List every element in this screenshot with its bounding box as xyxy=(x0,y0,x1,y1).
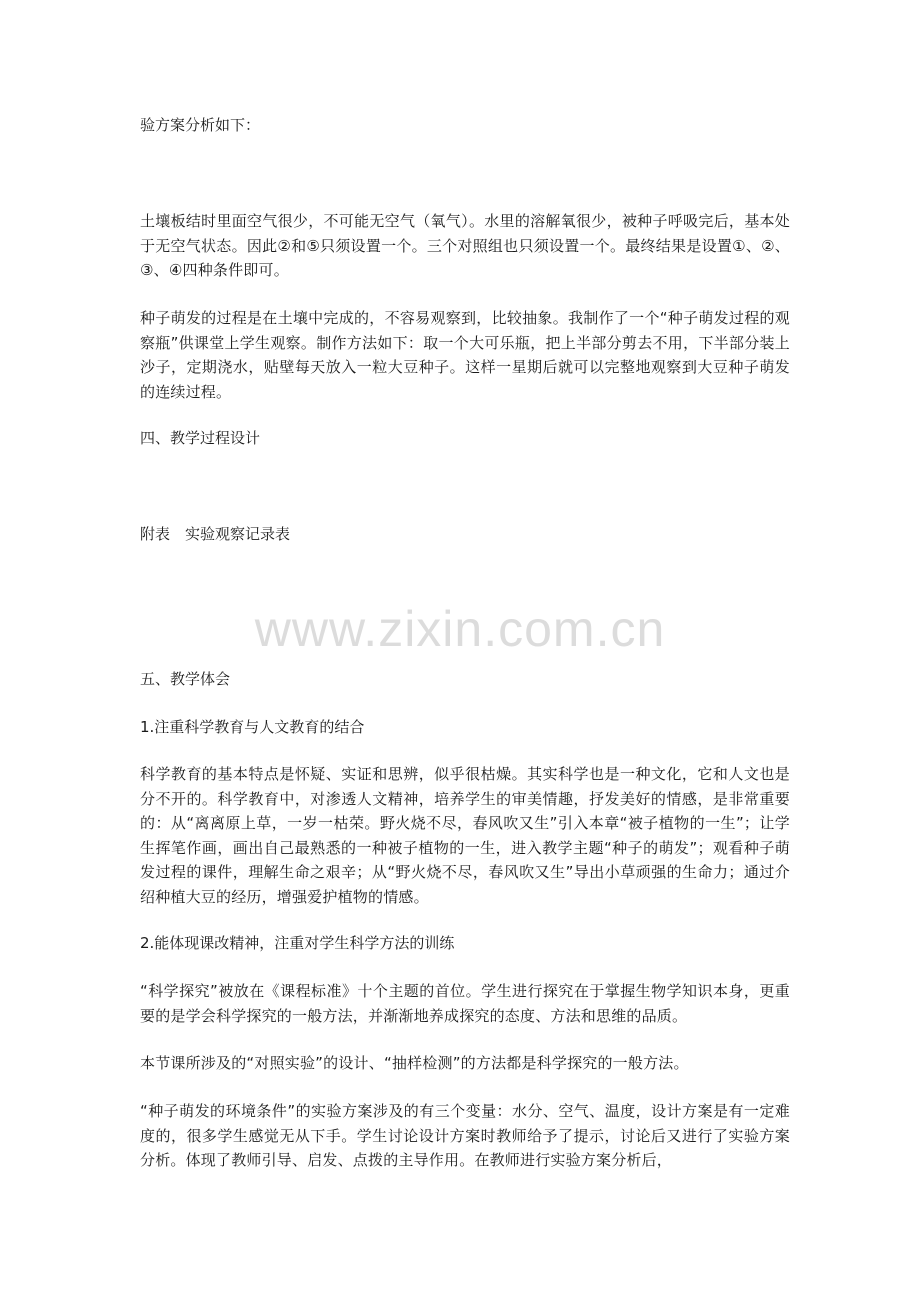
subheading-2: 2.能体现课改精神，注重对学生科学方法的训练 xyxy=(140,934,455,952)
paragraph-methods: 本节课所涉及的“对照实验”的设计、“抽样检测”的方法都是科学探究的一般方法。 xyxy=(140,1054,689,1072)
subheading-1: 1.注重科学教育与人文教育的结合 xyxy=(140,718,365,736)
section-heading-4: 四、教学过程设计 xyxy=(140,429,261,447)
paragraph-humanities: 科学教育的基本特点是怀疑、实证和思辨，似乎很枯燥。其实科学也是一种文化，它和人文也是分不开的。科学教育中，对渗透人文精神，培养学生的审美情趣，抒发美好的情感，是非常重要的：从“离离原上草，一岁一枯荣。野火烧不尽，春风吹又生”引入本章“被子植物的一生”；让学生挥笔作画，画出自己最熟悉的一种被子植物的一生，进入教学主题“种子的萌发”；观看种子萌发过程的课件，理解生命之艰辛；从“野火烧不尽，春风吹又生”导出小草顽强的生命力；通过介绍种植大豆的经历，增强爱护植物的情感。 xyxy=(140,765,790,906)
paragraph-soil-oxygen: 土壤板结时里面空气很少，不可能无空气（氧气）。水里的溶解氧很少，被种子呼吸完后，基本处于无空气状态。因此②和⑤只须设置一个。三个对照组也只须设置一个。最终结果是设置①、②、③、④四种条件即可。 xyxy=(140,212,790,279)
section-heading-5: 五、教学体会 xyxy=(140,670,231,688)
watermark: www.zixin.com.cn xyxy=(254,601,666,657)
paragraph-observation-bottle: 种子萌发的过程是在土壤中完成的，不容易观察到，比较抽象。我制作了一个“种子萌发过程的观察瓶”供课堂上学生观察。制作方法如下：取一个大可乐瓶，把上半部分剪去不用，下半部分装上沙子，定期浇水，贴壁每天放入一粒大豆种子。这样一星期后就可以完整地观察到大豆种子萌发的连续过程。 xyxy=(140,309,790,401)
intro-line: 验方案分析如下： xyxy=(140,116,261,134)
appendix-heading: 附表 实验观察记录表 xyxy=(140,525,291,543)
paragraph-variables: “种子萌发的环境条件”的实验方案涉及的有三个变量：水分、空气、温度，设计方案是有一定难度的，很多学生感觉无从下手。学生讨论设计方案时教师给予了提示，讨论后又进行了实验方案分析。体现了教师引导、启发、点拨的主导作用。在教师进行实验方案分析后， xyxy=(140,1102,790,1169)
paragraph-inquiry: “科学探究”被放在《课程标准》十个主题的首位。学生进行探究在于掌握生物学知识本身，更重要的是学会科学探究的一般方法，并渐渐地养成探究的态度、方法和思维的品质。 xyxy=(140,982,790,1025)
